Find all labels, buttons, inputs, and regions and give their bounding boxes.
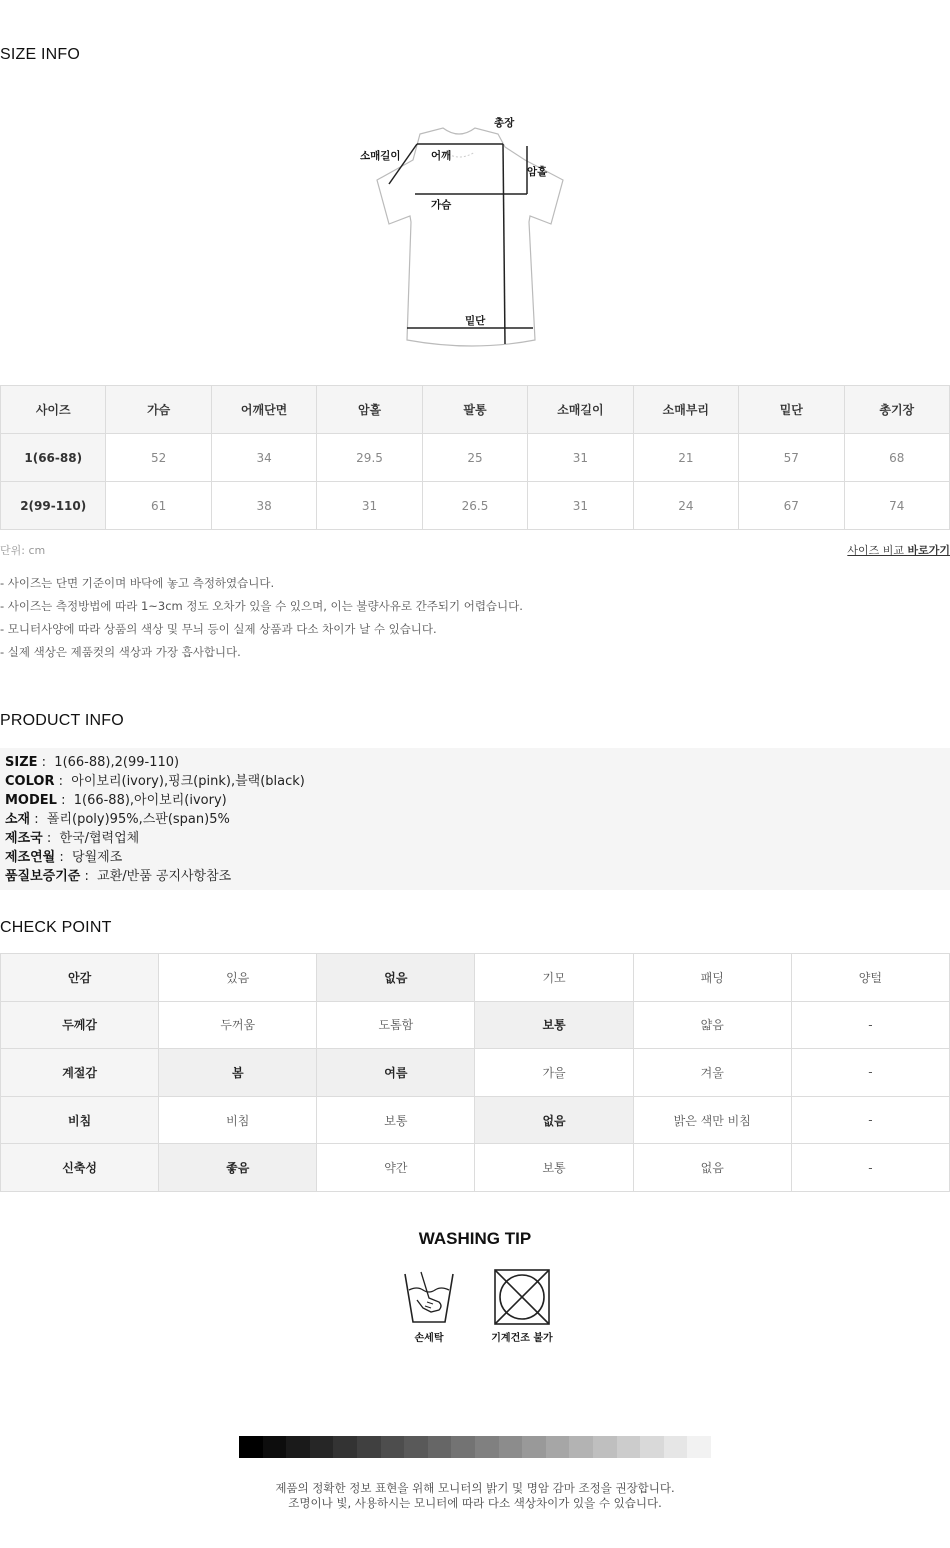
product-info-row: 품질보증기준 : 교환/반품 공지사항참조 bbox=[5, 869, 232, 884]
grayscale-swatch bbox=[687, 1436, 711, 1458]
table-row bbox=[1, 1144, 950, 1192]
no-tumble-dry-icon bbox=[492, 1268, 552, 1326]
hand-wash-icon bbox=[399, 1268, 459, 1326]
product-info-value: 폴리(poly)95%,스판(span)5% bbox=[46, 812, 230, 827]
product-info-title: PRODUCT INFO bbox=[0, 712, 124, 729]
size-cell: 68 bbox=[844, 434, 950, 482]
size-cell: 25 bbox=[422, 434, 527, 482]
grayscale-swatch bbox=[263, 1436, 287, 1458]
size-row-label: 2(99-110) bbox=[1, 482, 106, 530]
check-point-title: CHECK POINT bbox=[0, 919, 112, 936]
grayscale-swatch bbox=[333, 1436, 357, 1458]
note-item: - 사이즈는 측정방법에 따라 1~3cm 정도 오차가 있을 수 있으며, 이는 불량사유로 간주되기 어렵습니다. bbox=[0, 599, 523, 613]
size-compare-link[interactable] bbox=[847, 542, 950, 558]
check-option-cell: 비침 bbox=[159, 1096, 317, 1144]
table-row bbox=[1, 1001, 950, 1049]
no-tumble-dry-label: 기계건조 불가 bbox=[491, 1333, 553, 1344]
check-option-cell: 도톰함 bbox=[317, 1001, 475, 1049]
size-cell: 38 bbox=[211, 482, 316, 530]
grayscale-swatch bbox=[310, 1436, 334, 1458]
table-row bbox=[1, 1049, 950, 1097]
grayscale-swatch bbox=[499, 1436, 523, 1458]
grayscale-swatch bbox=[381, 1436, 405, 1458]
size-info-title: SIZE INFO bbox=[0, 46, 81, 63]
note-item: - 실제 색상은 제품컷의 색상과 가장 흡사합니다. bbox=[0, 645, 241, 659]
grayscale-bar bbox=[239, 1436, 711, 1458]
size-cell: 61 bbox=[106, 482, 211, 530]
size-table-header bbox=[1, 386, 950, 434]
check-option-cell: 여름 bbox=[317, 1049, 475, 1097]
size-compare-link-text: 바로가기 bbox=[907, 544, 950, 557]
footnote-line: 조명이나 빛, 사용하시는 모니터에 따라 다소 색상차이가 있을 수 있습니다. bbox=[288, 1496, 662, 1510]
hand-wash bbox=[389, 1268, 469, 1344]
size-cell: 52 bbox=[106, 434, 211, 482]
check-row-label: 계절감 bbox=[1, 1049, 159, 1097]
grayscale-swatch bbox=[428, 1436, 452, 1458]
check-option-cell: 기모 bbox=[475, 954, 633, 1002]
size-cell: 31 bbox=[528, 434, 633, 482]
table-row bbox=[1, 482, 950, 530]
check-option-cell: 얇음 bbox=[633, 1001, 791, 1049]
product-info-value: 당월제조 bbox=[72, 850, 123, 865]
label-total: 총장 bbox=[494, 117, 515, 129]
check-row-label: 비침 bbox=[1, 1096, 159, 1144]
product-info-row: COLOR : 아이보리(ivory),핑크(pink),블랙(black) bbox=[5, 774, 305, 789]
check-option-cell: 봄 bbox=[159, 1049, 317, 1097]
note-item: - 모니터사양에 따라 상품의 색상 및 무늬 등이 실제 상품과 다소 차이가 날 수 있습니다. bbox=[0, 622, 437, 636]
size-header-cell: 밑단 bbox=[739, 386, 844, 434]
size-compare-prefix: 사이즈 비교 bbox=[847, 544, 904, 557]
product-info-row: 제조연월 : 당월제조 bbox=[5, 850, 123, 865]
grayscale-swatch bbox=[286, 1436, 310, 1458]
grayscale-swatch bbox=[640, 1436, 664, 1458]
label-hem: 밑단 bbox=[465, 315, 486, 327]
size-header-cell: 소매부리 bbox=[633, 386, 738, 434]
size-cell: 24 bbox=[633, 482, 738, 530]
size-table bbox=[0, 385, 950, 530]
unit-label: 단위: cm bbox=[0, 544, 46, 557]
grayscale-swatch bbox=[546, 1436, 570, 1458]
product-info-box bbox=[0, 748, 950, 890]
check-option-cell: 좋음 bbox=[159, 1144, 317, 1192]
label-chest: 가슴 bbox=[431, 199, 452, 211]
grayscale-swatch bbox=[664, 1436, 688, 1458]
size-cell: 21 bbox=[633, 434, 738, 482]
size-diagram bbox=[355, 112, 570, 352]
size-cell: 31 bbox=[528, 482, 633, 530]
size-header-cell: 어깨단면 bbox=[211, 386, 316, 434]
size-header-cell: 소매길이 bbox=[528, 386, 633, 434]
label-armhole: 암홀 bbox=[527, 166, 548, 178]
label-shoulder: 어깨 bbox=[431, 150, 452, 162]
product-info-label: 소재 bbox=[5, 812, 31, 827]
tshirt-diagram bbox=[355, 112, 570, 352]
product-info-row: 소재 : 폴리(poly)95%,스판(span)5% bbox=[5, 812, 230, 827]
grayscale-swatch bbox=[451, 1436, 475, 1458]
product-info-label: MODEL bbox=[5, 793, 57, 808]
grayscale-swatch bbox=[617, 1436, 641, 1458]
footnote bbox=[0, 1481, 950, 1511]
check-option-cell: 겨울 bbox=[633, 1049, 791, 1097]
size-row-label: 1(66-88) bbox=[1, 434, 106, 482]
product-info-label: 품질보증기준 bbox=[5, 869, 81, 884]
grayscale-swatch bbox=[239, 1436, 263, 1458]
check-option-cell: 밝은 색만 비침 bbox=[633, 1096, 791, 1144]
size-cell: 26.5 bbox=[422, 482, 527, 530]
table-row bbox=[1, 434, 950, 482]
washing-tip-title: WASHING TIP bbox=[418, 1229, 532, 1248]
grayscale-swatch bbox=[569, 1436, 593, 1458]
grayscale-swatch bbox=[475, 1436, 499, 1458]
size-header-cell: 암홀 bbox=[317, 386, 422, 434]
size-cell: 29.5 bbox=[317, 434, 422, 482]
check-option-cell: 보통 bbox=[317, 1096, 475, 1144]
check-option-cell: 약간 bbox=[317, 1144, 475, 1192]
table-row bbox=[1, 1096, 950, 1144]
footnote-line: 제품의 정확한 정보 표현을 위해 모니터의 밝기 및 명암 감마 조정을 권장합니다. bbox=[275, 1481, 675, 1495]
product-info-row: MODEL : 1(66-88),아이보리(ivory) bbox=[5, 793, 227, 808]
grayscale-swatch bbox=[404, 1436, 428, 1458]
size-cell: 67 bbox=[739, 482, 844, 530]
product-info-row: SIZE : 1(66-88),2(99-110) bbox=[5, 755, 180, 770]
size-cell: 34 bbox=[211, 434, 316, 482]
total-length-line bbox=[503, 144, 505, 344]
label-sleeve: 소매길이 bbox=[360, 150, 401, 162]
size-header-cell: 총기장 bbox=[844, 386, 950, 434]
check-option-cell: 보통 bbox=[475, 1144, 633, 1192]
product-info-row: 제조국 : 한국/협력업체 bbox=[5, 831, 140, 846]
check-option-cell: 있음 bbox=[159, 954, 317, 1002]
product-info-value: 아이보리(ivory),핑크(pink),블랙(black) bbox=[71, 774, 305, 789]
check-row-label: 두께감 bbox=[1, 1001, 159, 1049]
no-tumble-dry bbox=[482, 1268, 562, 1344]
check-option-cell: 패딩 bbox=[633, 954, 791, 1002]
product-info-label: 제조국 bbox=[5, 831, 43, 846]
product-info-value: 한국/협력업체 bbox=[59, 831, 140, 846]
check-option-cell: 없음 bbox=[475, 1096, 633, 1144]
grayscale-swatch bbox=[522, 1436, 546, 1458]
check-option-cell: 없음 bbox=[633, 1144, 791, 1192]
grayscale-swatch bbox=[593, 1436, 617, 1458]
size-header-cell: 가슴 bbox=[106, 386, 211, 434]
product-info-value: 1(66-88),2(99-110) bbox=[54, 755, 180, 770]
check-option-cell: 없음 bbox=[317, 954, 475, 1002]
check-option-cell: - bbox=[791, 1001, 949, 1049]
check-option-cell: - bbox=[791, 1144, 949, 1192]
table-row bbox=[1, 954, 950, 1002]
hand-wash-label: 손세탁 bbox=[414, 1333, 444, 1344]
size-cell: 31 bbox=[317, 482, 422, 530]
check-option-cell: 보통 bbox=[475, 1001, 633, 1049]
product-info-value: 1(66-88),아이보리(ivory) bbox=[73, 793, 227, 808]
size-header-cell: 사이즈 bbox=[1, 386, 106, 434]
product-info-label: 제조연월 bbox=[5, 850, 56, 865]
size-notes bbox=[0, 575, 523, 667]
check-option-cell: - bbox=[791, 1049, 949, 1097]
product-info-value: 교환/반품 공지사항참조 bbox=[97, 869, 232, 884]
check-row-label: 신축성 bbox=[1, 1144, 159, 1192]
size-cell: 74 bbox=[844, 482, 950, 530]
grayscale-swatch bbox=[357, 1436, 381, 1458]
size-header-cell: 팔통 bbox=[422, 386, 527, 434]
check-row-label: 안감 bbox=[1, 954, 159, 1002]
check-option-cell: 두꺼움 bbox=[159, 1001, 317, 1049]
check-point-table bbox=[0, 953, 950, 1192]
product-info-label: COLOR bbox=[5, 774, 55, 789]
check-option-cell: 양털 bbox=[791, 954, 949, 1002]
check-option-cell: - bbox=[791, 1096, 949, 1144]
note-item: - 사이즈는 단면 기준이며 바닥에 놓고 측정하였습니다. bbox=[0, 576, 275, 590]
check-option-cell: 가을 bbox=[475, 1049, 633, 1097]
size-cell: 57 bbox=[739, 434, 844, 482]
product-info-label: SIZE bbox=[5, 755, 38, 770]
